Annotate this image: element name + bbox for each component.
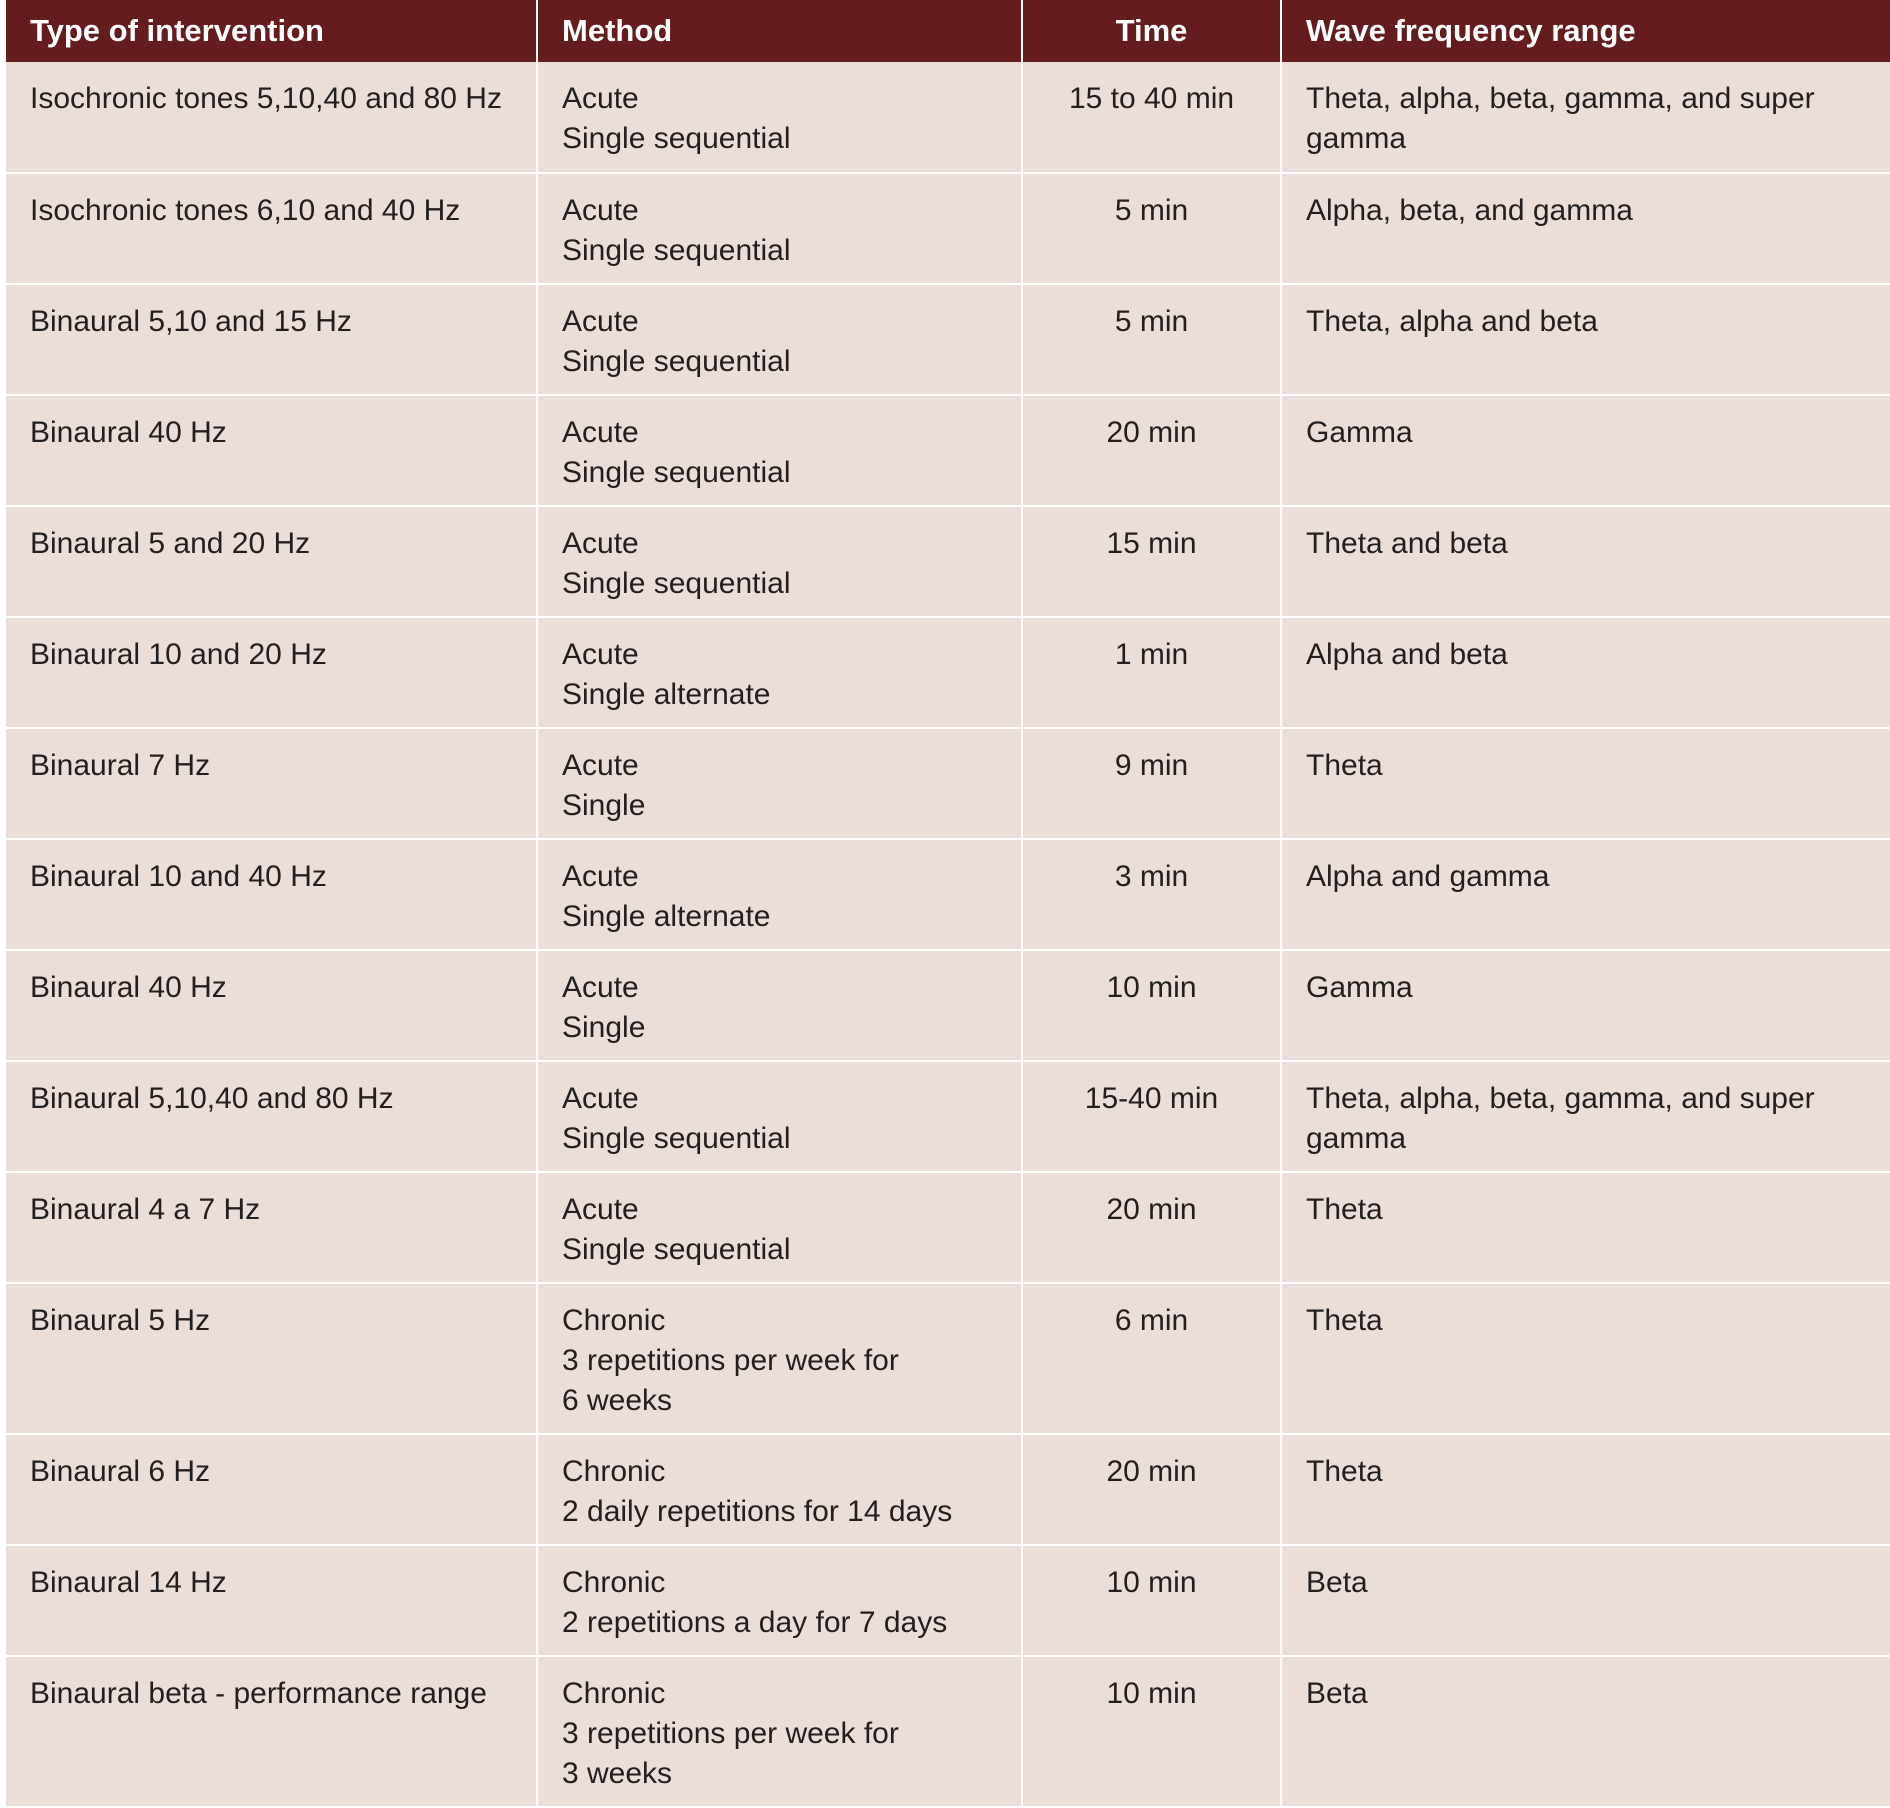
wave-line: Beta <box>1306 1677 1368 1710</box>
cell-time: 20 min <box>1022 1172 1281 1283</box>
cell-type-of-intervention: Binaural 5,10,40 and 80 Hz <box>6 1061 537 1172</box>
table-row <box>6 839 1890 950</box>
header-wave-frequency-range: Wave frequency range <box>1281 0 1890 62</box>
cell-wave-frequency-range <box>1281 728 1890 839</box>
method-line: Acute <box>562 1193 639 1226</box>
method-line: Acute <box>562 527 639 560</box>
method-line: Acute <box>562 971 639 1004</box>
cell-method <box>537 1545 1022 1656</box>
wave-line: gamma <box>1306 1122 1407 1155</box>
method-line: Acute <box>562 1082 639 1115</box>
method-line: 3 repetitions per week for <box>562 1344 899 1377</box>
method-line: Single sequential <box>562 1233 791 1266</box>
cell-wave-frequency-range <box>1281 1434 1890 1545</box>
cell-method <box>537 1434 1022 1545</box>
table-row <box>6 1434 1890 1545</box>
method-line: Single <box>562 789 646 822</box>
wave-line: Gamma <box>1306 971 1413 1004</box>
table-row <box>6 1283 1890 1434</box>
table-row <box>6 1172 1890 1283</box>
table-row <box>6 728 1890 839</box>
wave-line: Alpha and beta <box>1306 638 1508 671</box>
cell-wave-frequency-range <box>1281 173 1890 284</box>
table-row <box>6 950 1890 1061</box>
cell-time: 15 to 40 min <box>1022 62 1281 173</box>
method-line: Acute <box>562 860 639 893</box>
method-line: Acute <box>562 82 639 115</box>
cell-type-of-intervention: Binaural 6 Hz <box>6 1434 537 1545</box>
cell-type-of-intervention: Binaural 40 Hz <box>6 395 537 506</box>
method-line: 2 repetitions a day for 7 days <box>562 1606 948 1639</box>
table-row <box>6 1061 1890 1172</box>
wave-line: Theta <box>1306 1304 1383 1337</box>
table-row <box>6 1656 1890 1807</box>
table-body <box>6 62 1890 1807</box>
wave-line: Theta <box>1306 1455 1383 1488</box>
cell-wave-frequency-range <box>1281 950 1890 1061</box>
table-header <box>6 0 1890 62</box>
cell-time: 10 min <box>1022 1545 1281 1656</box>
method-line: Acute <box>562 194 639 227</box>
cell-method <box>537 839 1022 950</box>
cell-type-of-intervention: Isochronic tones 5,10,40 and 80 Hz <box>6 62 537 173</box>
wave-line: Alpha and gamma <box>1306 860 1550 893</box>
header-type-of-intervention: Type of intervention <box>6 0 537 62</box>
table-row <box>6 173 1890 284</box>
method-line: 3 weeks <box>562 1757 673 1790</box>
method-line: Acute <box>562 638 639 671</box>
table-row <box>6 617 1890 728</box>
method-line: Chronic <box>562 1677 666 1710</box>
method-line: Single sequential <box>562 456 791 489</box>
cell-type-of-intervention: Binaural 5 Hz <box>6 1283 537 1434</box>
wave-line: Beta <box>1306 1566 1368 1599</box>
header-row <box>6 0 1890 62</box>
cell-time: 1 min <box>1022 617 1281 728</box>
cell-wave-frequency-range <box>1281 1283 1890 1434</box>
method-line: Acute <box>562 749 639 782</box>
cell-wave-frequency-range <box>1281 617 1890 728</box>
method-line: Single alternate <box>562 678 771 711</box>
cell-wave-frequency-range <box>1281 506 1890 617</box>
cell-method <box>537 950 1022 1061</box>
cell-time: 15-40 min <box>1022 1061 1281 1172</box>
table-row <box>6 506 1890 617</box>
cell-method <box>537 173 1022 284</box>
cell-type-of-intervention: Binaural 4 a 7 Hz <box>6 1172 537 1283</box>
cell-type-of-intervention: Binaural 10 and 40 Hz <box>6 839 537 950</box>
cell-method <box>537 617 1022 728</box>
cell-time: 5 min <box>1022 284 1281 395</box>
method-line: Chronic <box>562 1566 666 1599</box>
cell-wave-frequency-range <box>1281 1061 1890 1172</box>
cell-time: 20 min <box>1022 395 1281 506</box>
method-line: Chronic <box>562 1304 666 1337</box>
cell-type-of-intervention: Isochronic tones 6,10 and 40 Hz <box>6 173 537 284</box>
cell-wave-frequency-range <box>1281 1656 1890 1807</box>
cell-type-of-intervention: Binaural 40 Hz <box>6 950 537 1061</box>
wave-line: Theta <box>1306 1193 1383 1226</box>
cell-time: 20 min <box>1022 1434 1281 1545</box>
method-line: Single alternate <box>562 900 771 933</box>
cell-wave-frequency-range <box>1281 62 1890 173</box>
wave-line: Theta, alpha and beta <box>1306 305 1598 338</box>
cell-time: 10 min <box>1022 1656 1281 1807</box>
cell-type-of-intervention: Binaural 10 and 20 Hz <box>6 617 537 728</box>
cell-wave-frequency-range <box>1281 1545 1890 1656</box>
method-line: Single <box>562 1011 646 1044</box>
cell-method <box>537 728 1022 839</box>
method-line: Single sequential <box>562 345 791 378</box>
cell-wave-frequency-range <box>1281 284 1890 395</box>
cell-time: 6 min <box>1022 1283 1281 1434</box>
header-method: Method <box>537 0 1022 62</box>
method-line: Acute <box>562 416 639 449</box>
wave-line: Theta, alpha, beta, gamma, and super <box>1306 1082 1815 1115</box>
table-row <box>6 284 1890 395</box>
method-line: Single sequential <box>562 122 791 155</box>
cell-time: 9 min <box>1022 728 1281 839</box>
table-row <box>6 62 1890 173</box>
method-line: 2 daily repetitions for 14 days <box>562 1495 953 1528</box>
cell-wave-frequency-range <box>1281 1172 1890 1283</box>
cell-method <box>537 1656 1022 1807</box>
method-line: Single sequential <box>562 234 791 267</box>
cell-type-of-intervention: Binaural beta - performance range <box>6 1656 537 1807</box>
cell-time: 5 min <box>1022 173 1281 284</box>
cell-method <box>537 1172 1022 1283</box>
method-line: Acute <box>562 305 639 338</box>
cell-wave-frequency-range <box>1281 395 1890 506</box>
intervention-table-container <box>6 0 1890 1808</box>
wave-line: Alpha, beta, and gamma <box>1306 194 1633 227</box>
cell-time: 3 min <box>1022 839 1281 950</box>
method-line: Single sequential <box>562 1122 791 1155</box>
wave-line: gamma <box>1306 122 1407 155</box>
cell-method <box>537 62 1022 173</box>
cell-method <box>537 395 1022 506</box>
cell-time: 15 min <box>1022 506 1281 617</box>
cell-type-of-intervention: Binaural 5,10 and 15 Hz <box>6 284 537 395</box>
method-line: Single sequential <box>562 567 791 600</box>
wave-line: Theta and beta <box>1306 527 1508 560</box>
cell-type-of-intervention: Binaural 14 Hz <box>6 1545 537 1656</box>
cell-method <box>537 284 1022 395</box>
wave-line: Theta <box>1306 749 1383 782</box>
method-line: Chronic <box>562 1455 666 1488</box>
cell-method <box>537 1283 1022 1434</box>
method-line: 6 weeks <box>562 1384 673 1417</box>
cell-time: 10 min <box>1022 950 1281 1061</box>
wave-line: Theta, alpha, beta, gamma, and super <box>1306 82 1815 115</box>
header-time: Time <box>1022 0 1281 62</box>
cell-method <box>537 506 1022 617</box>
intervention-table <box>6 0 1890 1808</box>
cell-type-of-intervention: Binaural 7 Hz <box>6 728 537 839</box>
wave-line: Gamma <box>1306 416 1413 449</box>
method-line: 3 repetitions per week for <box>562 1717 899 1750</box>
table-row <box>6 395 1890 506</box>
cell-wave-frequency-range <box>1281 839 1890 950</box>
cell-method <box>537 1061 1022 1172</box>
table-row <box>6 1545 1890 1656</box>
cell-type-of-intervention: Binaural 5 and 20 Hz <box>6 506 537 617</box>
